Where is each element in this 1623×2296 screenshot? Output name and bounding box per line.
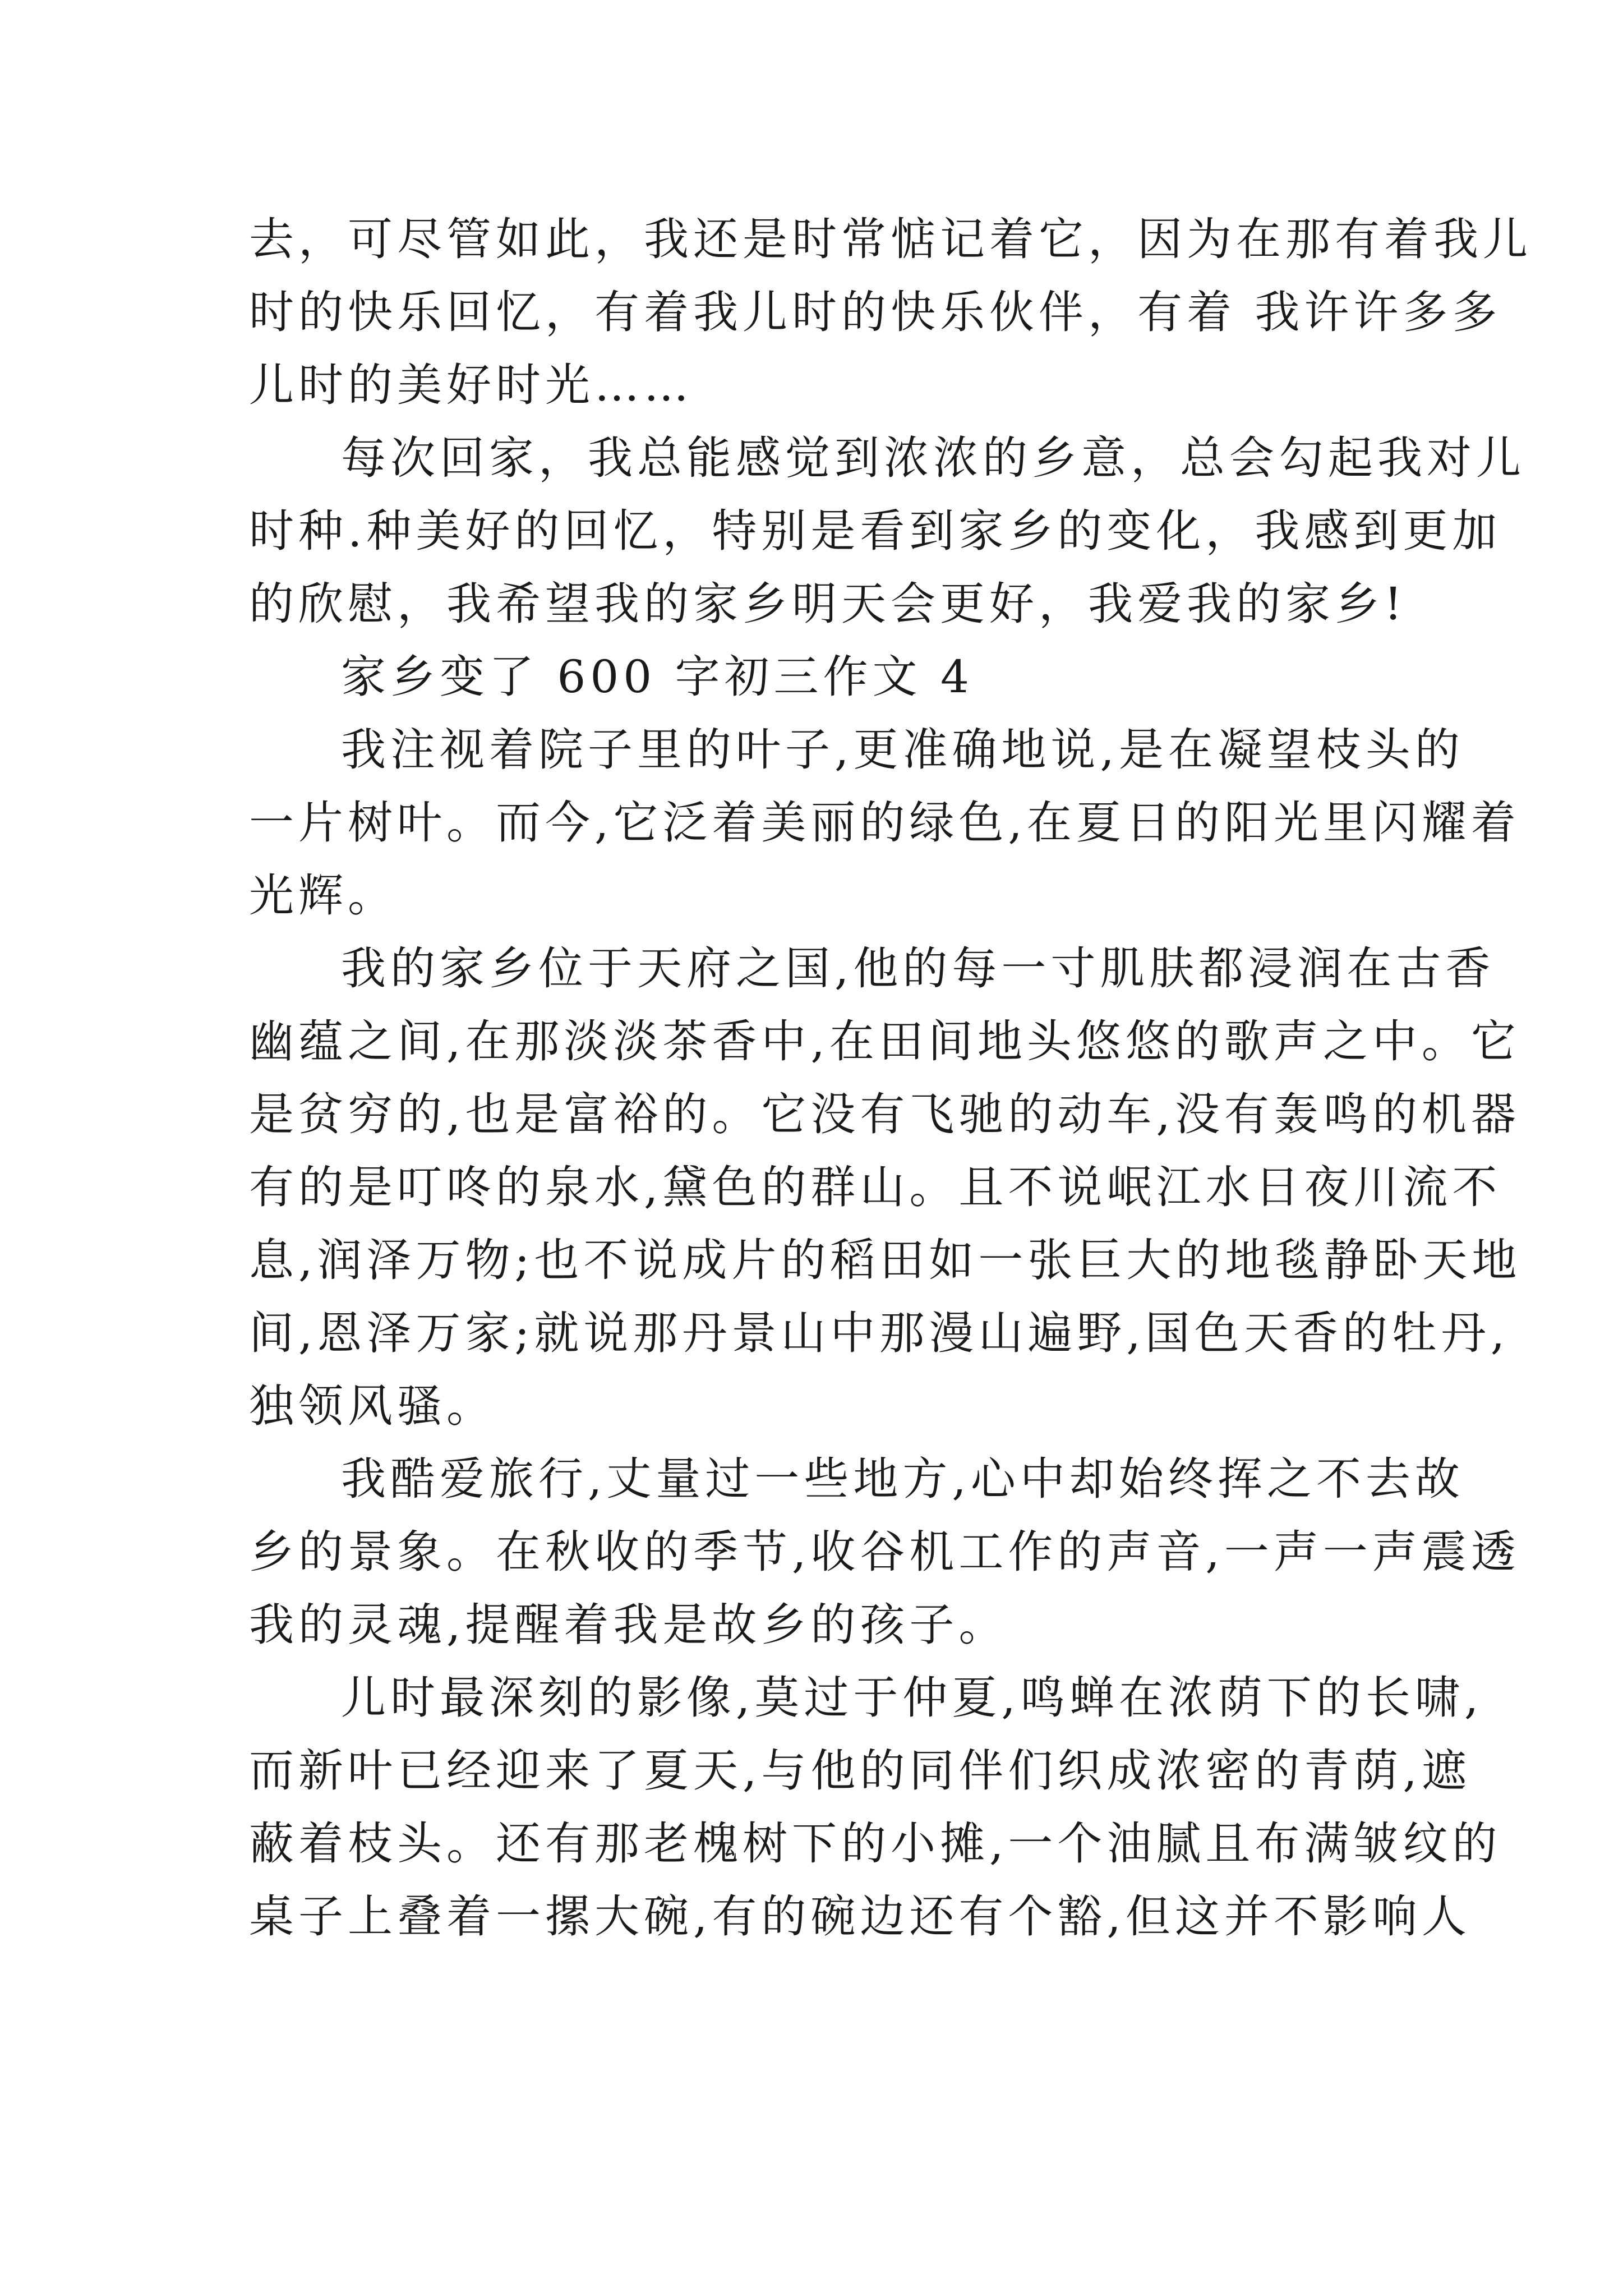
text-line: 我的家乡位于天府之国,他的每一寸肌肤都浸润在古香 [341, 942, 1495, 995]
text-line: 时的快乐回忆，有着我儿时的快乐伙伴，有着 我许许多多 [249, 286, 1502, 338]
text-line: 儿时的美好时光…… [249, 359, 693, 411]
text-line: 而新叶已经迎来了夏天,与他的同伴们织成浓密的青荫,遮 [249, 1745, 1471, 1797]
paragraph-5 [249, 1443, 1520, 1662]
text-line: 有的是叮咚的泉水,黛色的群山。且不说岷江水日夜川流不 [249, 1161, 1502, 1213]
text-line: 桌子上叠着一摞大碗,有的碗边还有个豁,但这并不影响人 [249, 1890, 1471, 1943]
text-line: 的欣慰，我希望我的家乡明天会更好，我爱我的家乡! [249, 578, 1407, 630]
text-line: 蔽着枝头。还有那老槐树下的小摊,一个油腻且布满皱纹的 [249, 1818, 1502, 1870]
text-line: 我注视着院子里的叶子,更准确地说,是在凝望枝头的 [341, 724, 1464, 776]
text-line: 去，可尽管如此，我还是时常惦记着它，因为在那有着我儿 [249, 213, 1532, 265]
paragraph-6 [249, 1662, 1502, 1953]
text-line: 我酷爱旅行,丈量过一些地方,心中却始终挥之不去故 [341, 1453, 1464, 1505]
paragraph-3 [249, 714, 1520, 932]
text-line: 是贫穷的,也是富裕的。它没有飞驰的动车,没有轰鸣的机器 [249, 1088, 1520, 1140]
text-line: 幽蕴之间,在那淡淡茶香中,在田间地头悠悠的歌声之中。它 [249, 1015, 1520, 1068]
text-line: 息,润泽万物;也不说成片的稻田如一张巨大的地毯静卧天地 [249, 1234, 1521, 1286]
paragraph-1 [249, 203, 1532, 422]
text-line: 间,恩泽万家;就说那丹景山中那漫山遍野,国色天香的牡丹, [249, 1307, 1510, 1359]
section-heading [249, 641, 1382, 714]
text-line: 独领风骚。 [249, 1380, 496, 1432]
paragraph-4 [249, 932, 1521, 1443]
text-line: 乡的景象。在秋收的季节,收谷机工作的声音,一声一声震透 [249, 1526, 1520, 1578]
paragraph-2 [249, 422, 1525, 641]
text-line: 光辉。 [249, 869, 397, 922]
text-line: 我的灵魂,提醒着我是故乡的孩子。 [249, 1599, 1008, 1651]
text-line: 儿时最深刻的影像,莫过于仲夏,鸣蝉在浓荫下的长啸, [341, 1672, 1483, 1724]
text-line: 时种.种美好的回忆，特别是看到家乡的变化，我感到更加 [249, 505, 1502, 557]
document-body [249, 203, 1532, 1953]
heading-line: 家乡变了 600 字初三作文 4 [341, 651, 974, 703]
text-line: 每次回家，我总能感觉到浓浓的乡意，总会勾起我对儿 [341, 432, 1525, 484]
text-line: 一片树叶。而今,它泛着美丽的绿色,在夏日的阳光里闪耀着 [249, 797, 1520, 849]
